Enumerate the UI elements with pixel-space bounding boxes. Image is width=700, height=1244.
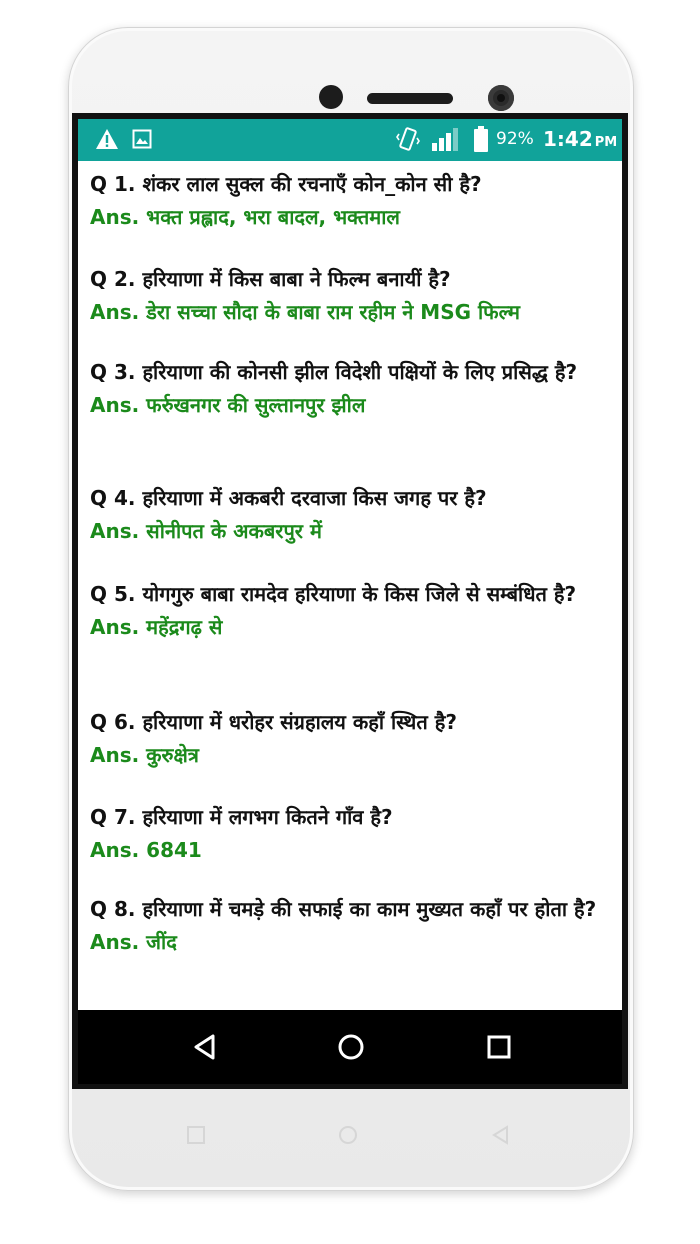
question-text: Q 1. शंकर लाल सुक्ल की रचनाएँ कोन_कोन सी है? xyxy=(90,172,482,196)
clock-am-pm: PM xyxy=(594,135,618,150)
status-bar xyxy=(78,119,622,161)
list-item xyxy=(90,356,610,422)
back-icon[interactable] xyxy=(188,1030,222,1064)
earpiece-speaker xyxy=(367,93,453,104)
qa-list[interactable] xyxy=(78,161,622,1010)
question-text: Q 6. हरियाणा में धरोहर संग्रहालय कहाँ स्थित है? xyxy=(90,710,457,734)
answer-text: Ans. डेरा सच्चा सौदा के बाबा राम रहीम ने MSG फिल्म xyxy=(90,300,520,324)
answer-text: Ans. 6841 xyxy=(90,838,202,862)
signal-icon xyxy=(431,127,463,151)
vibrate-icon xyxy=(396,126,420,152)
answer-text: Ans. महेंद्रगढ़ से xyxy=(90,615,223,639)
question-text: Q 3. हरियाणा की कोनसी झील विदेशी पक्षियों के लिए प्रसिद्ध है? xyxy=(90,360,578,384)
warning-icon xyxy=(95,128,119,150)
question-text: Q 7. हरियाणा में लगभग कितने गाँव है? xyxy=(90,805,393,829)
hardware-back-icon[interactable] xyxy=(490,1124,512,1146)
battery-percentage: 92% xyxy=(496,129,534,149)
status-clock xyxy=(543,127,617,155)
list-item xyxy=(90,893,610,959)
phone-screen xyxy=(72,113,628,1089)
clock-time: 1:42 xyxy=(543,127,593,151)
list-item xyxy=(90,482,610,548)
front-camera xyxy=(488,85,514,111)
list-item xyxy=(90,801,610,867)
list-item xyxy=(90,263,610,329)
list-item xyxy=(90,578,610,644)
question-text: Q 5. योगगुरु बाबा रामदेव हरियाणा के किस जिले से सम्बंधित है? xyxy=(90,582,577,606)
question-text: Q 4. हरियाणा में अकबरी दरवाजा किस जगह पर है? xyxy=(90,486,487,510)
question-text: Q 8. हरियाणा में चमड़े की सफाई का काम मुख्यत कहाँ पर होता है? xyxy=(90,897,597,921)
answer-text: Ans. जींद xyxy=(90,930,177,954)
answer-text: Ans. फर्रुखनगर की सुल्तानपुर झील xyxy=(90,393,366,417)
hardware-home-icon[interactable] xyxy=(337,1124,359,1146)
image-icon xyxy=(132,129,152,149)
answer-text: Ans. कुरुक्षेत्र xyxy=(90,743,199,767)
list-item xyxy=(90,168,610,234)
question-text: Q 2. हरियाणा में किस बाबा ने फिल्म बनायीं है? xyxy=(90,267,451,291)
hardware-recents-icon[interactable] xyxy=(185,1124,207,1146)
recents-icon[interactable] xyxy=(482,1030,516,1064)
navigation-bar xyxy=(78,1010,622,1084)
home-icon[interactable] xyxy=(334,1030,368,1064)
battery-icon xyxy=(474,126,488,152)
list-item xyxy=(90,706,610,772)
answer-text: Ans. सोनीपत के अकबरपुर में xyxy=(90,519,322,543)
answer-text: Ans. भक्त प्रह्लाद, भरा बादल, भक्तमाल xyxy=(90,205,400,229)
proximity-sensor xyxy=(319,85,343,109)
